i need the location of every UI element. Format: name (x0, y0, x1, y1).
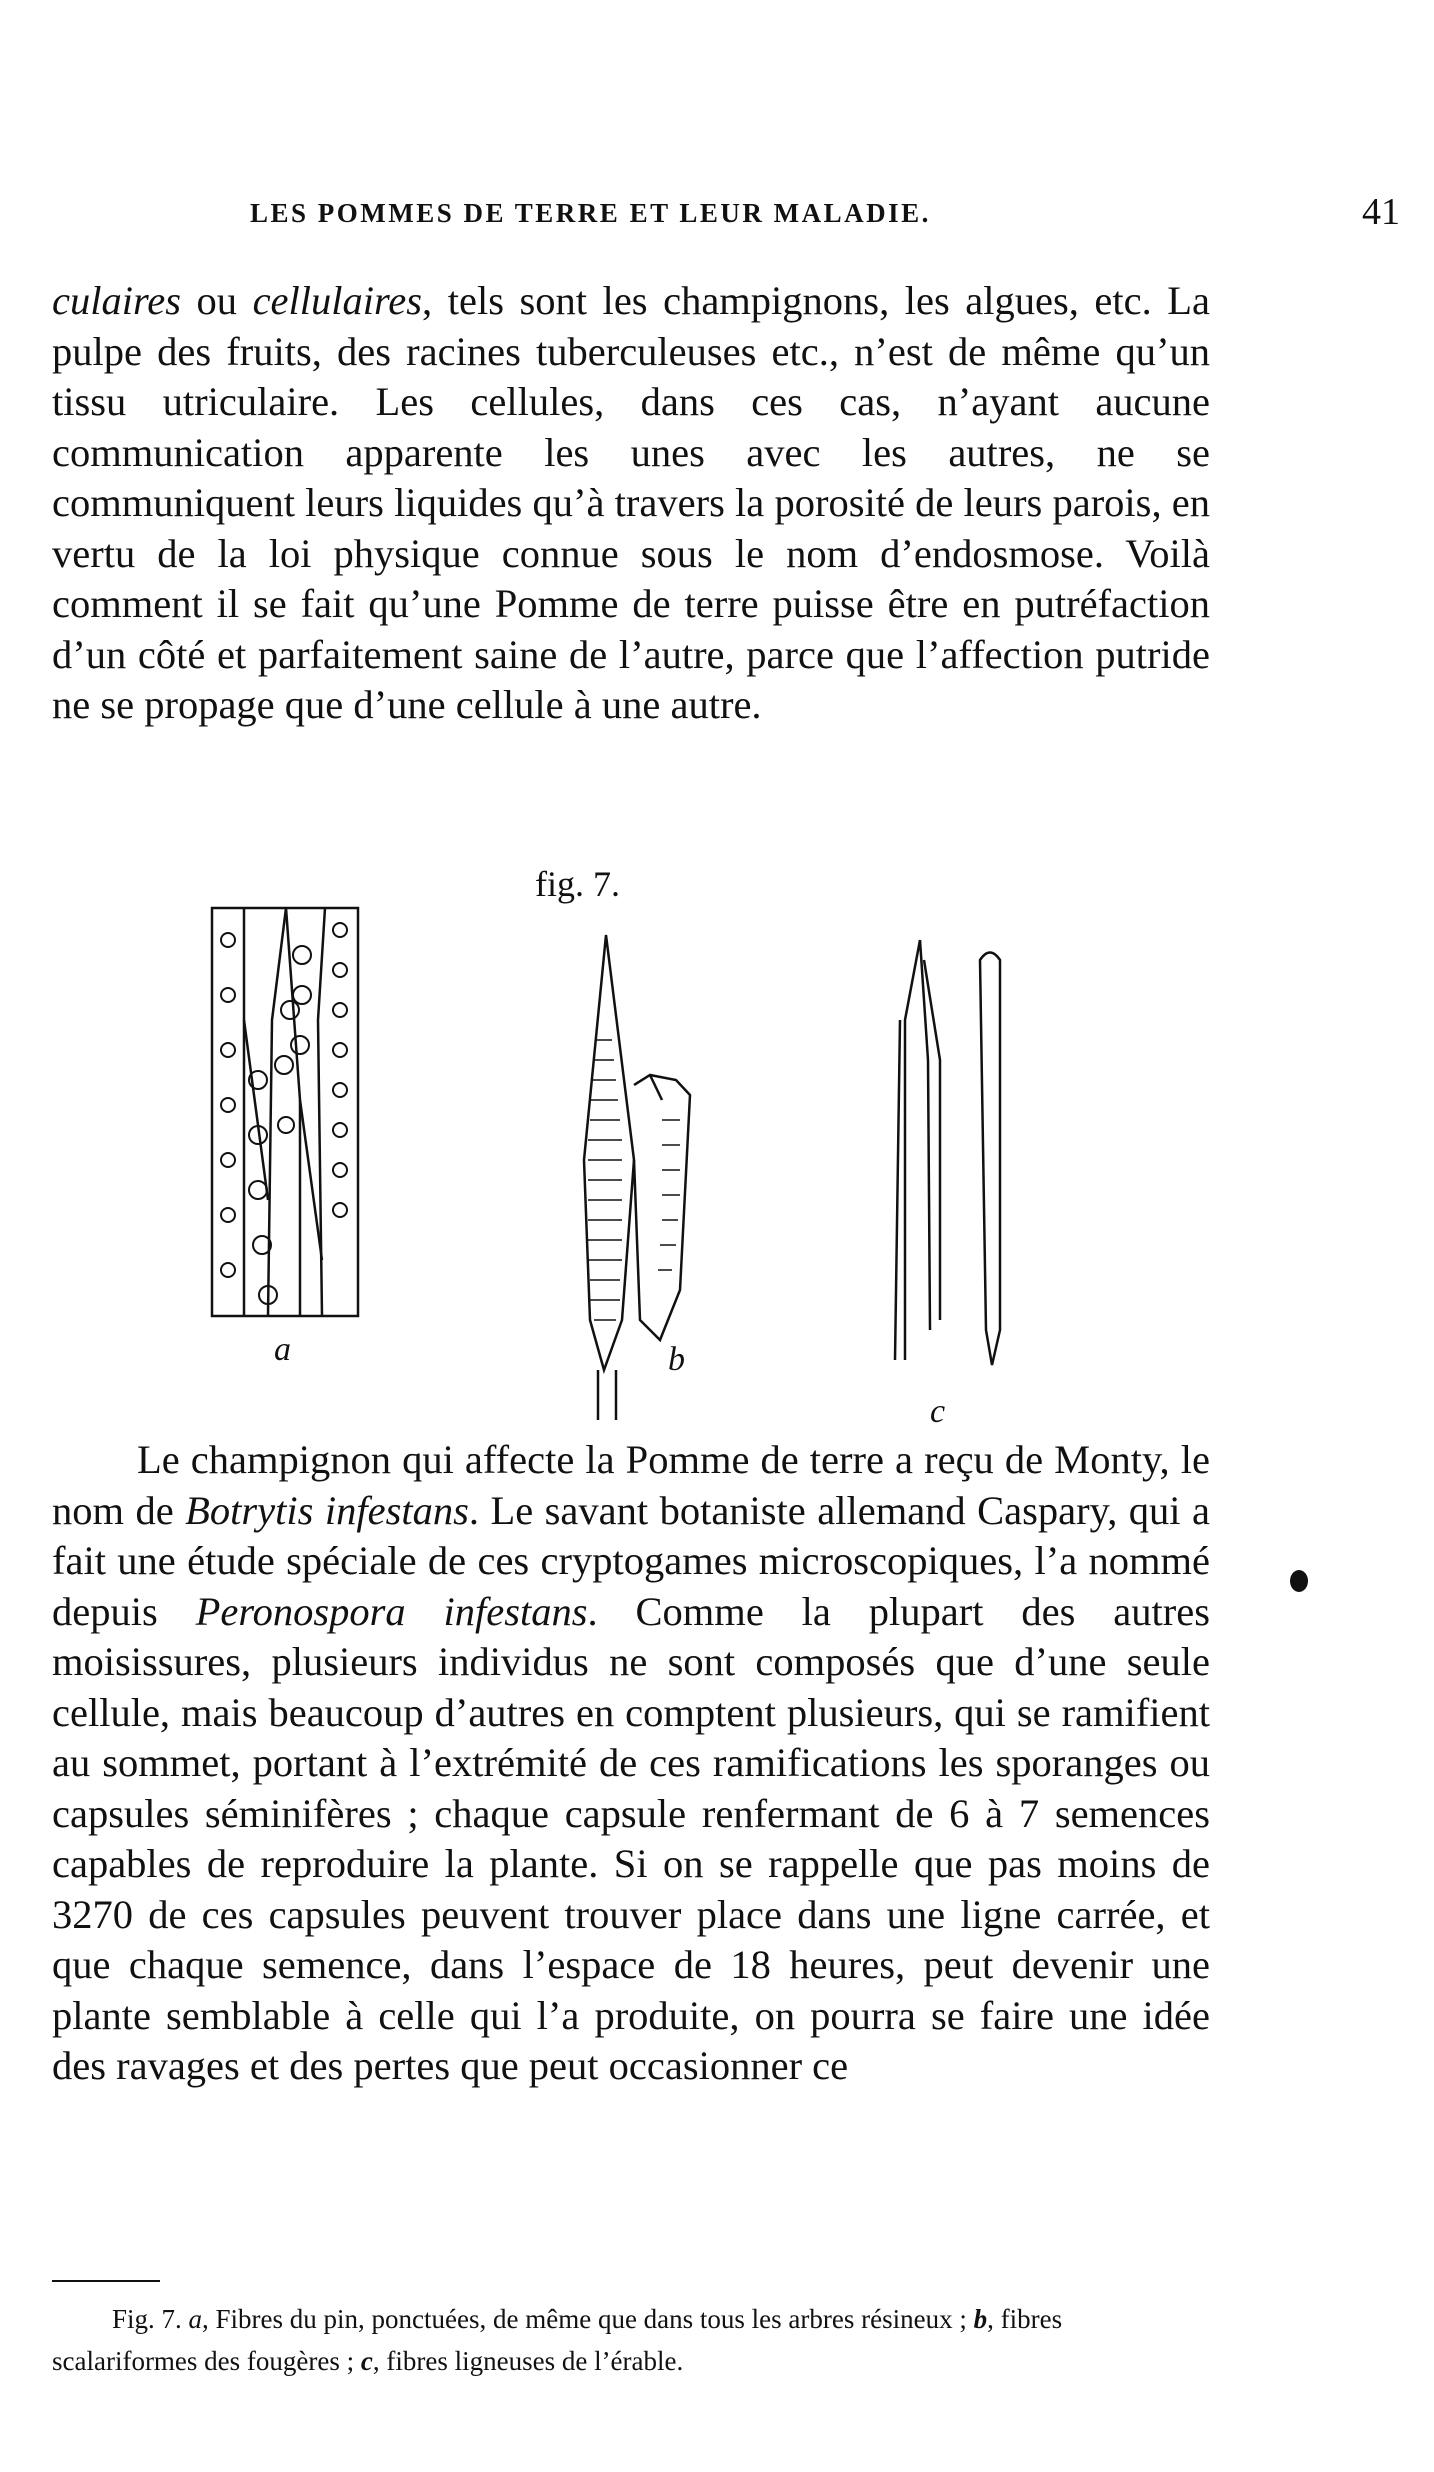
italic-word: cellulaires (252, 278, 423, 323)
footnote-text-a: , Fibres du pin, ponctuées, de même que dans tous les arbres résineux ; (202, 2304, 974, 2334)
figure-7-illustration (0, 900, 1434, 1460)
footnote-text-c: , fibres ligneuses de l’érable. (372, 2346, 684, 2376)
footnote-fig: Fig. 7. (112, 2304, 189, 2334)
footnote-label-a: a (188, 2304, 203, 2334)
margin-mark (1290, 1570, 1308, 1592)
paragraph-text: . Le savant botaniste allemand Caspary, qui a fait une étude spéciale de ces cryptogames microscopiques, l’a nommé depuis (52, 1487, 1210, 1634)
paragraph-text: . Comme la plupart des autres moisissures, plusieurs individus ne sont composés que d’une seule cellule, mais beaucoup d’autres en comptent plusieurs, qui se ramifient au sommet, portant à l’extrémité de ces ramifications les sporanges ou capsules séminifères ; chaque capsule renfermant de 6 à 7 semences capables de reproduire la plante. Si on se rappelle que pas moins de 3270 de ces capsules peuvent trouver place dans une ligne carrée, et que chaque semence, dans l’espace de 18 heures, peut devenir une plante semblable à celle qui l’a produite, on pourra se faire une idée des ravages et des pertes que peut occasionner ce (52, 1588, 1210, 2088)
footnote-label-c: c (360, 2346, 373, 2376)
figure-caption: fig. 7. (535, 864, 620, 904)
footnote-text-b: , fibres scalariformes des fougères ; (52, 2304, 1063, 2376)
footnote (52, 2298, 1212, 2382)
italic-word: culaires (52, 278, 181, 323)
paragraph-1 (52, 276, 1210, 731)
italic-term: Botrytis infestans (185, 1487, 469, 1533)
footnote-rule (52, 2280, 160, 2282)
page-number: 41 (1362, 191, 1400, 233)
figure-label-b: b (668, 1341, 685, 1378)
paragraph-2 (52, 1435, 1210, 2092)
footnote-label-b: b (973, 2304, 988, 2334)
italic-term: Peronospora infestans (195, 1588, 588, 1634)
figure-label-a: a (274, 1331, 291, 1368)
running-title: LES POMMES DE TERRE ET LEUR MALADIE. (250, 198, 931, 228)
paragraph-text: ou (180, 278, 253, 323)
figure-label-c: c (930, 1393, 946, 1430)
paragraph-text: , tels sont les champignons, les algues, etc. La pulpe des fruits, des racines tuberculeuses etc., n’est de même qu’un tissu utriculaire. Les cellules, dans ces cas, n’ayant aucune communication apparente les unes avec les autres, ne se communiquent leurs liquides qu’à travers la porosité de leurs parois, en vertu de la loi physique connue sous le nom d’endosmose. Voilà comment il se fait qu’une Pomme de terre puisse être en putréfaction d’un côté et parfaitement saine de l’autre, parce que l’affection putride ne se propage que d’une cellule à une autre. (52, 278, 1210, 727)
fig-a-pine-fibres (212, 908, 358, 1316)
running-head (250, 191, 1400, 233)
paragraph-text: Le champignon qui affecte la Pomme de terre a reçu de Monty, le nom de (52, 1437, 1210, 1533)
fig-c-maple-fibres (895, 940, 1000, 1365)
